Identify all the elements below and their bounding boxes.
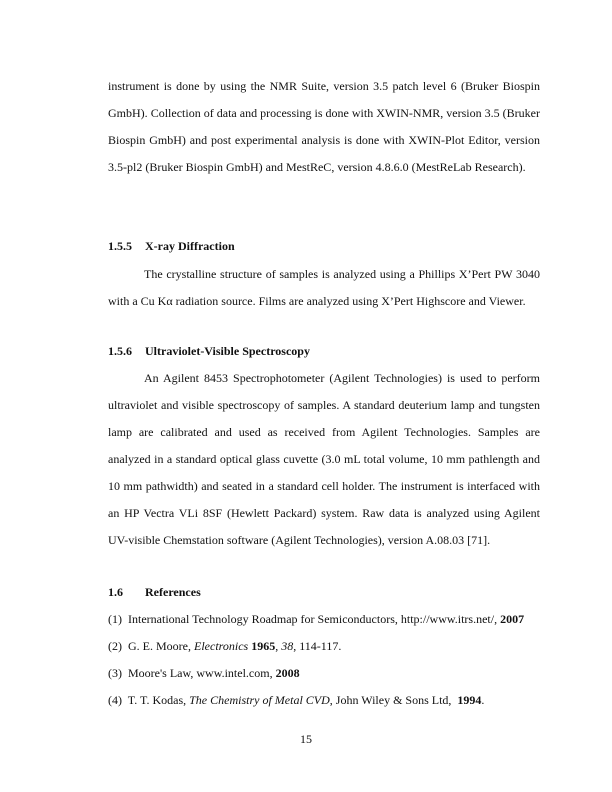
reference-volume: 38 — [281, 639, 294, 653]
section-number: 1.5.6 — [108, 344, 132, 358]
reference-item: (2) G. E. Moore, Electronics 1965, 38, 114-117. — [108, 639, 342, 653]
page-number: 15 — [300, 732, 312, 746]
reference-book-title: The Chemistry of Metal CVD — [189, 693, 330, 707]
reference-label: (3) — [108, 666, 122, 680]
reference-journal: Electronics — [194, 639, 249, 653]
reference-text: T. T. Kodas, — [127, 693, 190, 707]
references-heading — [108, 585, 201, 600]
section-number: 1.6 — [108, 585, 123, 599]
reference-year: 2008 — [275, 666, 300, 680]
reference-label: (4) — [108, 693, 122, 707]
reference-list — [108, 612, 548, 720]
reference-item — [108, 666, 548, 693]
reference-text: G. E. Moore, — [128, 639, 194, 653]
reference-label: (1) — [108, 612, 122, 626]
reference-year: 1965 — [251, 639, 276, 653]
reference-year: 2007 — [500, 612, 525, 626]
section-title: Ultraviolet-Visible Spectroscopy — [145, 344, 310, 358]
reference-publisher: , John Wiley & Sons Ltd, — [329, 693, 458, 707]
section-title: References — [145, 585, 201, 599]
reference-year: 1994 — [457, 693, 482, 707]
reference-text: International Technology Roadmap for Semiconductors, http://www.itrs.net/, — [128, 612, 501, 626]
reference-label: (2) — [108, 639, 122, 653]
reference-text: Moore's Law, www.intel.com, — [128, 666, 276, 680]
body-paragraph: instrument is done by using the NMR Suite, version 3.5 patch level 6 (Bruker Biospin GmbH). Collection of data and processing is done with XWIN-NMR, version 3.5 (Bruker Biospin GmbH) and post experimental analysis is done with XWIN-Plot Editor, version 3.5-pl2 (Bruker Biospin GmbH) and MestReC, version 4.8.6.0 (MestReLab Research). — [108, 79, 540, 174]
xrd-paragraph: The crystalline structure of samples is analyzed using a Phillips X’Pert PW 3040 with a Cu Kα radiation source. Films are analyzed using X’Pert Highscore and Viewer. — [108, 267, 540, 308]
reference-item: (4) T. T. Kodas, The Chemistry of Metal CVD, John Wiley & Sons Ltd, 1994. — [108, 693, 485, 707]
section-number: 1.5.5 — [108, 239, 132, 253]
uvvis-paragraph: An Agilent 8453 Spectrophotometer (Agilent Technologies) is used to perform ultraviolet and visible spectroscopy of samples. A standard deuterium lamp and tungsten lamp are calibrated and used as received from Agilent Technologies. Samples are analyzed in a standard optical glass cuvette (3.0 mL total volume, 10 mm pathlength and 10 mm pathwidth) and seated in a standard cell holder. The instrument is interfaced with an HP Vectra VLi 8SF (Hewlett Packard) system. Raw data is analyzed using Agilent UV-visible Chemstation software (Agilent Technologies), version A.08.03 [71]. — [108, 371, 540, 547]
reference-item — [108, 612, 548, 639]
section-heading-uvvis — [108, 344, 310, 359]
section-heading-xrd — [108, 239, 235, 254]
section-title: X-ray Diffraction — [145, 239, 235, 253]
reference-pages: , 114-117. — [293, 639, 342, 653]
